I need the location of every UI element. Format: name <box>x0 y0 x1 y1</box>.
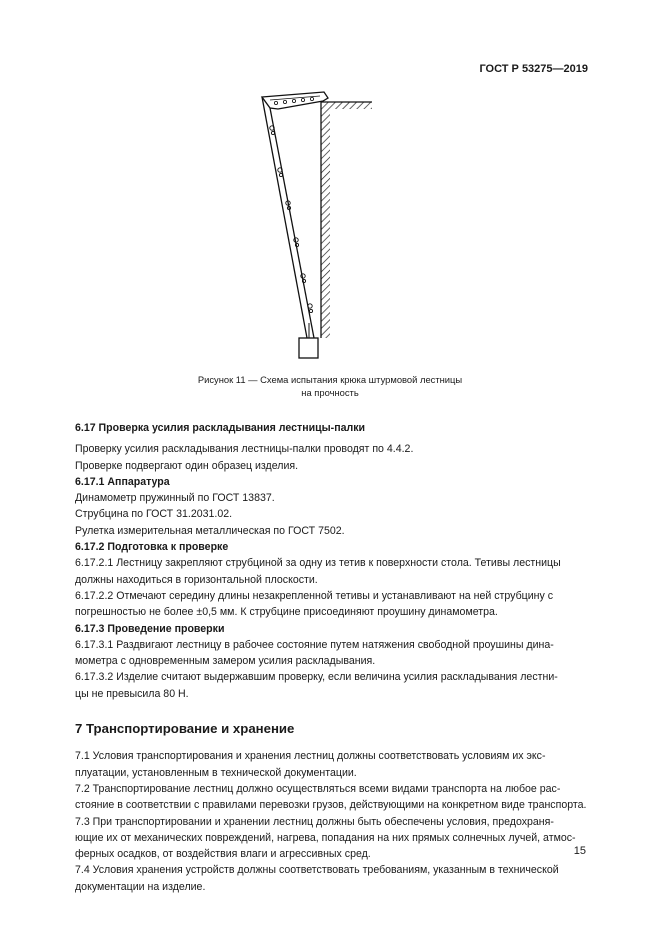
ladder-hook-test-diagram <box>250 88 380 366</box>
section-7-title: 7 Транспортирование и хранение <box>75 721 295 737</box>
document-body <box>75 420 587 895</box>
paragraph: Рулетка измерительная металлическая по ГОСТ 7502. <box>75 524 345 537</box>
paragraph: Проверку усилия раскладывания лестницы-палки проводят по 4.4.2. <box>75 443 414 456</box>
caption-line-2: на прочность <box>301 387 359 398</box>
paragraph: 6.17.3.2 Изделие считают выдержавшим проверку, если величина усилия раскладывания лестни- <box>75 671 558 684</box>
paragraph: мометра с одновременным замером усилия раскладывания. <box>75 655 376 668</box>
wall-hatching <box>321 102 330 338</box>
figure-caption <box>100 373 560 399</box>
ladder-right-rail <box>270 108 314 338</box>
caption-line-1: Рисунок 11 — Схема испытания крюка штурмовой лестницы <box>197 374 463 385</box>
paragraph: 7.3 При транспортировании и хранении лестниц должны быть обеспечены условия, предохраня- <box>75 815 554 828</box>
paragraph: 6.17.3.1 Раздвигают лестницу в рабочее состояние путем натяжения свободной проушины дина- <box>75 638 554 651</box>
section-6-17-3-title: 6.17.3 Проведение проверки <box>75 622 225 635</box>
paragraph: документации на изделие. <box>75 880 206 893</box>
paragraph: Проверке подвергают один образец изделия. <box>75 459 299 472</box>
test-load-weight <box>299 338 318 358</box>
page-number: 15 <box>573 845 586 857</box>
paragraph: 7.4 Условия хранения устройств должны соответствовать требованиям, указанным в технической <box>75 864 559 877</box>
paragraph: стояние в соответствии с правилами перевозки грузов, действующими на конкретном виде транспорта. <box>75 799 587 812</box>
paragraph: 6.17.2.1 Лестницу закрепляют струбциной за одну из тетив к поверхности стола. Тетивы лестницы <box>75 557 561 570</box>
document-code: ГОСТ Р 53275—2019 <box>479 63 588 75</box>
paragraph: погрешностью не более ±0,5 мм. К струбцине присоединяют проушину динамометра. <box>75 606 498 619</box>
ladder-hook <box>262 92 328 109</box>
paragraph: 7.2 Транспортирование лестниц должно осуществляться всеми видами транспорта на любое рас- <box>75 782 561 795</box>
paragraph: Струбцина по ГОСТ 31.2031.02. <box>75 508 233 521</box>
paragraph: ющие их от механических повреждений, нагрева, попадания на них прямых солнечных лучей, атмос- <box>75 831 576 844</box>
section-6-17-1-title: 6.17.1 Аппаратура <box>75 475 170 488</box>
paragraph: плуатации, установленным в технической документации. <box>75 766 357 779</box>
paragraph: 6.17.2.2 Отмечают середину длины незакрепленной тетивы и устанавливают на ней струбцину с <box>75 589 554 602</box>
ladder-left-rail <box>262 97 307 338</box>
paragraph: цы не превысила 80 Н. <box>75 687 189 700</box>
roof-hatching <box>330 102 372 109</box>
section-6-17-2-title: 6.17.2 Подготовка к проверке <box>75 541 229 554</box>
paragraph: Динамометр пружинный по ГОСТ 13837. <box>75 492 275 505</box>
paragraph: 7.1 Условия транспортирования и хранения лестниц должны соответствовать условиям их экс- <box>75 750 546 763</box>
paragraph: ферных осадков, от воздействия влаги и агрессивных сред. <box>75 848 371 861</box>
paragraph: должны находиться в горизонтальной плоскости. <box>75 573 318 586</box>
section-6-17-title: 6.17 Проверка усилия раскладывания лестницы-палки <box>75 422 366 434</box>
